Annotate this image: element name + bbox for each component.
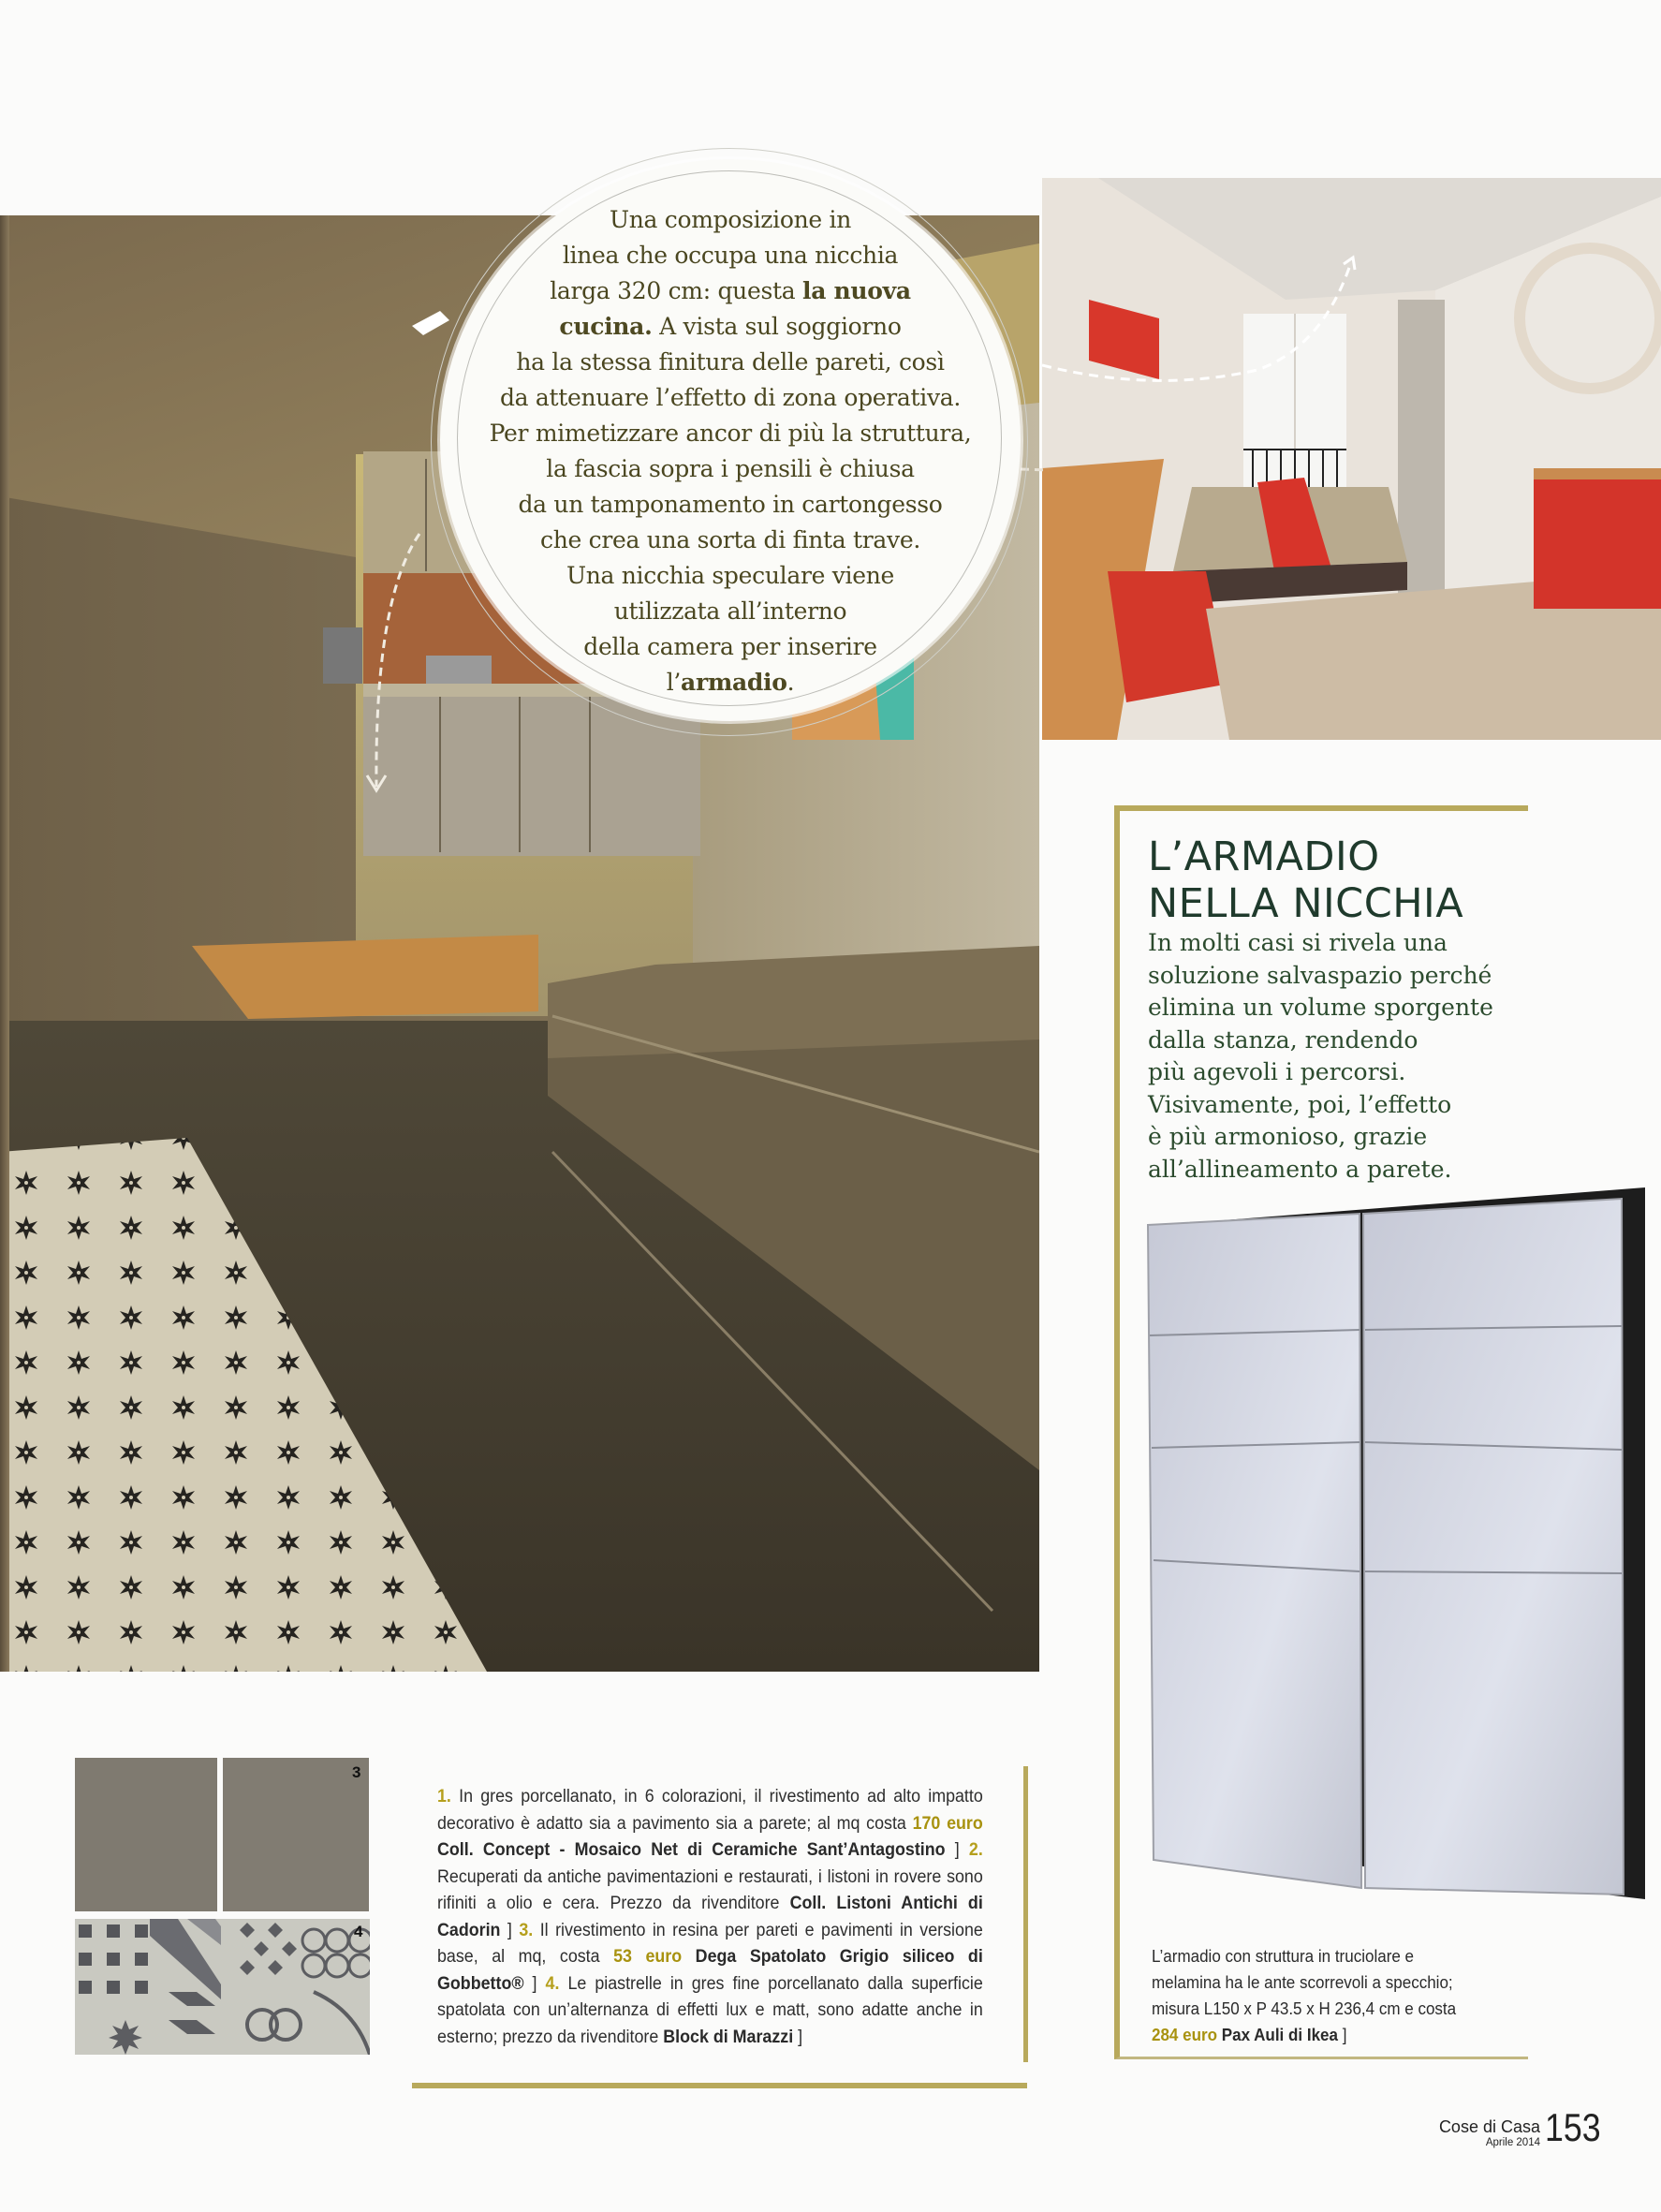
wardrobe-price: 284 euro bbox=[1152, 2025, 1218, 2044]
callout-line: Una nicchia speculare viene bbox=[566, 562, 895, 589]
page-number: 153 bbox=[1545, 2105, 1601, 2149]
sidebar-body: In molti casi si rivela una soluzione salvaspazio perché elimina un volume sporgente dalla stanza, rendendo più agevoli i percorsi. Visivamente, poi, l’effetto è più armonioso, grazie all’allineamento a parete. bbox=[1148, 929, 1493, 1183]
tile-label-3: 3 bbox=[352, 1763, 361, 1781]
callout-line: Una composizione in bbox=[609, 206, 852, 233]
bedroom-photo bbox=[1042, 178, 1661, 740]
callout-line: cucina. A vista sul soggiorno bbox=[559, 313, 902, 340]
magazine-name: Cose di Casa bbox=[1438, 2117, 1540, 2136]
callout-line: della camera per inserire bbox=[583, 633, 877, 660]
callout-line: la fascia sopra i pensili è chiusa bbox=[546, 455, 915, 482]
wardrobe-right-door bbox=[1363, 1199, 1624, 1895]
caption-item-3: 3. Il rivestimento in resina per pareti e pavimenti in versione base, al mq, costa 53 euro Dega Spatolato Grigio siliceo di Gobbetto® ] bbox=[437, 1920, 983, 1994]
product-captions bbox=[437, 1784, 983, 2051]
caption-item-4: 4. Le piastrelle in gres fine porcellanato dalla superficie spatolata con un’alternanza di effetti lux e matt, sono adatte anche in esterno; prezzo da rivenditore Block di Marazzi ] bbox=[437, 1973, 983, 2047]
caption-item-1: 1. In gres porcellanato, in 6 colorazioni, il rivestimento ad alto impatto decorativo è adatto sia a pavimento sia a parete; al mq costa 170 euro Coll. Concept - Mosaico Net di Ceramiche Sant’Antagostino ] bbox=[437, 1787, 983, 1860]
resin-sample-left bbox=[75, 1758, 217, 1911]
callout-line: Per mimetizzare ancor di più la struttura, bbox=[489, 420, 972, 447]
bedroom-illustration bbox=[1042, 178, 1661, 740]
wardrobe-brand: Pax Auli di Ikea bbox=[1221, 2025, 1338, 2044]
red-dresser bbox=[1534, 478, 1661, 609]
callout-line: utilizzata all’interno bbox=[613, 597, 847, 625]
page-gutter-shadow bbox=[0, 215, 9, 1672]
highlight-armadio: armadio bbox=[681, 669, 787, 696]
callout-line: larga 320 cm: questa la nuova bbox=[550, 277, 911, 304]
sidebar-title: L’ARMADIO NELLA NICCHIA bbox=[1148, 833, 1464, 927]
callout-text bbox=[449, 202, 1011, 700]
caption-rule-horizontal bbox=[412, 2083, 1027, 2088]
callout-line: che crea una sorta di finta trave. bbox=[540, 526, 920, 553]
wardrobe-caption: L’armadio con struttura in truciolare e melamina ha le ante scorrevoli a specchio; misura L150 x P 43.5 x H 236,4 cm e costa 284 euro Pax Auli di Ikea ] bbox=[1152, 1946, 1457, 2044]
caption-rule-vertical bbox=[1023, 1766, 1028, 2062]
callout-line: l’armadio. bbox=[666, 669, 795, 696]
highlight-cucina: cucina. bbox=[559, 313, 653, 340]
callout-line: linea che occupa una nicchia bbox=[562, 242, 899, 269]
dashed-connector-down bbox=[356, 524, 431, 805]
caption-item-2: 2. Recuperati da antiche pavimentazioni e restaurati, i listoni in rovere sono rifiniti a olio e cera. Prezzo da rivenditore Coll. Listoni Antichi di Cadorin ] bbox=[437, 1840, 983, 1940]
wardrobe-left-door bbox=[1148, 1214, 1361, 1888]
tile-samples-graphic bbox=[75, 1758, 370, 2055]
tile-label-4: 4 bbox=[354, 1923, 363, 1940]
issue-date: Aprile 2014 bbox=[1485, 2137, 1540, 2148]
cement-tile-sample bbox=[75, 1919, 370, 2055]
callout-line: da attenuare l’effetto di zona operativa. bbox=[499, 384, 962, 411]
highlight-la-nuova: la nuova bbox=[802, 277, 911, 304]
callout-line: da un tamponamento in cartongesso bbox=[518, 491, 943, 518]
tile-samples bbox=[75, 1758, 370, 2055]
wooden-mat bbox=[192, 935, 538, 1019]
callout-line: ha la stessa finitura delle pareti, così bbox=[516, 348, 945, 376]
resin-sample-right bbox=[223, 1758, 369, 1911]
wardrobe-image bbox=[1135, 1187, 1655, 1899]
